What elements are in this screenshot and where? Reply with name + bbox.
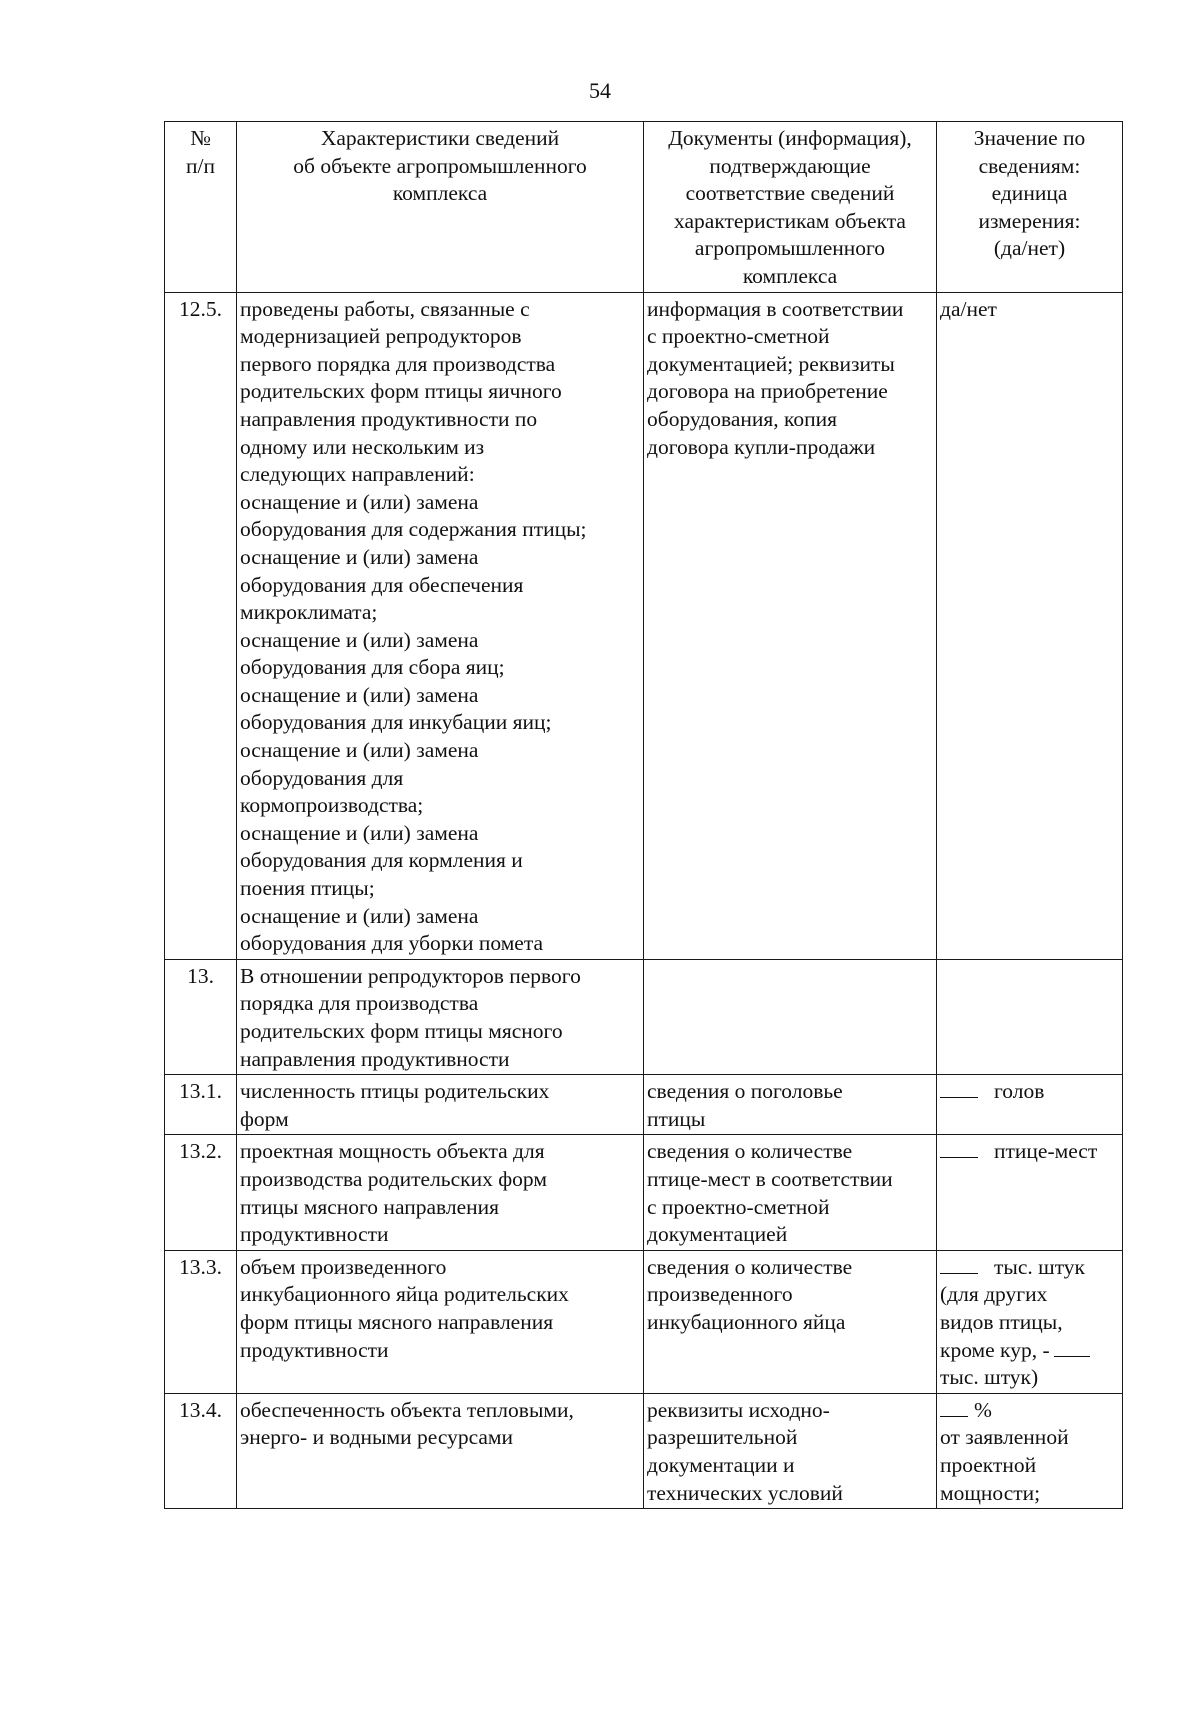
text-line: инкубационного яйца родительских <box>240 1282 569 1307</box>
text-line: порядка для производства <box>240 991 479 1016</box>
row-characteristic <box>237 1135 644 1250</box>
text-line: информация в соответствии <box>647 296 904 321</box>
fill-in-blank <box>940 1079 978 1098</box>
text-line: объем произведенного <box>240 1254 447 1279</box>
text-line: оснащение и (или) замена <box>240 738 479 763</box>
table-row <box>165 1075 1123 1135</box>
text-line: направления продуктивности по <box>240 406 538 431</box>
text-line: родительских форм птицы яичного <box>240 379 562 404</box>
text-line: характеристикам объекта <box>674 208 906 233</box>
value-unit: % <box>974 1397 992 1422</box>
text-line: оборудования для инкубации яиц; <box>240 710 552 735</box>
row-documents <box>644 1250 937 1393</box>
row-characteristic <box>237 959 644 1074</box>
text-line: единица <box>991 181 1068 206</box>
row-value <box>937 292 1123 959</box>
text-line: Документы (информация), <box>668 126 912 150</box>
text-line: с проектно-сметной <box>647 324 830 349</box>
table-row <box>165 959 1123 1074</box>
text-line: произведенного <box>647 1282 793 1307</box>
text-line: оборудования для <box>240 765 404 790</box>
row-documents <box>644 1135 937 1250</box>
text-line: комплекса <box>742 263 838 288</box>
text-line: документацией <box>647 1222 788 1247</box>
table-row <box>165 1250 1123 1393</box>
row-number: 13.3. <box>165 1250 237 1393</box>
text-line: кормопроизводства; <box>240 793 424 818</box>
row-number: 13.2. <box>165 1135 237 1250</box>
header-documents <box>644 122 937 293</box>
text-line: да/нет <box>940 296 997 321</box>
text-line: договора на приобретение <box>647 379 888 404</box>
row-documents <box>644 1393 937 1508</box>
text-line: (да/нет) <box>993 236 1066 261</box>
text-line: подтверждающие <box>709 153 871 178</box>
text-line: продуктивности <box>240 1222 389 1247</box>
row-characteristic <box>237 1075 644 1135</box>
text-line: птицы <box>647 1106 706 1131</box>
value-extra <box>940 1281 1119 1336</box>
text-line: производства родительских форм <box>240 1166 547 1191</box>
value-unit: голов <box>994 1079 1045 1104</box>
header-characteristic <box>237 122 644 293</box>
text-line: оснащение и (или) замена <box>240 489 479 514</box>
text-line: Характеристики сведений <box>320 126 560 150</box>
text-line: видов птицы, <box>940 1309 1063 1334</box>
header-number <box>165 122 237 293</box>
text-line: одному или нескольким из <box>240 434 485 459</box>
text-line: птице-мест в соответствии <box>647 1166 893 1191</box>
row-number: 13.4. <box>165 1393 237 1508</box>
text-line: оборудования для уборки помета <box>240 931 544 956</box>
text-line: с проектно-сметной <box>647 1194 830 1219</box>
row-documents <box>644 1075 937 1135</box>
value-unit: тыс. штук <box>994 1254 1085 1279</box>
text-line: следующих направлений: <box>240 462 475 487</box>
text-line: форм <box>240 1106 289 1131</box>
text-line: оснащение и (или) замена <box>240 820 479 845</box>
text-line: разрешительной <box>647 1425 798 1450</box>
text-line: проектной <box>940 1452 1037 1477</box>
text-line: документации и <box>647 1452 795 1477</box>
text-line: родительских форм птицы мясного <box>240 1019 563 1043</box>
text-line: № <box>190 126 211 150</box>
text-line: (для других <box>940 1282 1048 1307</box>
value-last: тыс. штук) <box>940 1365 1039 1390</box>
text-line: агропромышленного <box>694 236 886 261</box>
row-number: 13. <box>165 959 237 1074</box>
text-line: модернизацией репродукторов <box>240 324 522 349</box>
row-number: 13.1. <box>165 1075 237 1135</box>
text-line: энерго- и водными ресурсами <box>240 1425 514 1450</box>
text-line: сведения о поголовье <box>647 1079 843 1104</box>
row-value <box>937 1250 1123 1393</box>
value-unit: птице-мест <box>994 1139 1098 1164</box>
text-line: Значение по <box>973 126 1086 150</box>
text-line: инкубационного яйца <box>647 1309 846 1334</box>
text-line: форм птицы мясного направления <box>240 1309 554 1334</box>
text-line: обеспеченность объекта тепловыми, <box>240 1397 574 1422</box>
text-line: договора купли-продажи <box>647 434 876 459</box>
text-line: об объекте агропромышленного <box>293 153 587 178</box>
text-line: сведения о количестве <box>647 1139 853 1164</box>
row-characteristic <box>237 1393 644 1508</box>
text-line: оснащение и (или) замена <box>240 903 479 928</box>
row-characteristic <box>237 1250 644 1393</box>
row-number: 12.5. <box>165 292 237 959</box>
row-value <box>937 959 1123 1074</box>
text-line: численность птицы родительских <box>240 1079 550 1104</box>
text-line: технических условий <box>647 1480 843 1505</box>
text-line: от заявленной <box>940 1425 1069 1450</box>
text-line: проведены работы, связанные с <box>240 296 530 321</box>
text-line: оснащение и (или) замена <box>240 627 479 652</box>
text-line: оснащение и (или) замена <box>240 682 479 707</box>
fill-in-blank <box>940 1398 968 1417</box>
text-line: реквизиты исходно- <box>647 1397 830 1422</box>
text-line: птицы мясного направления <box>240 1194 500 1219</box>
text-line: микроклимата; <box>240 600 378 625</box>
text-line: продуктивности <box>240 1337 389 1362</box>
text-line: проектная мощность объекта для <box>240 1139 545 1164</box>
row-documents <box>644 959 937 1074</box>
text-line: сведениям: <box>978 153 1081 178</box>
table-row <box>165 1135 1123 1250</box>
row-documents <box>644 292 937 959</box>
text-line: поения птицы; <box>240 876 375 901</box>
text-line: оснащение и (или) замена <box>240 544 479 569</box>
text-line: первого порядка для производства <box>240 351 556 376</box>
fill-in-blank <box>940 1139 978 1158</box>
table-row <box>165 1393 1123 1508</box>
text-line: п/п <box>186 153 215 178</box>
text-line: комплекса <box>392 181 488 206</box>
page-number: 54 <box>589 78 611 103</box>
text-line: оборудования для обеспечения <box>240 572 524 597</box>
text-line: оборудования для содержания птицы; <box>240 517 587 542</box>
row-value <box>937 1135 1123 1250</box>
text-line: мощности; <box>940 1480 1041 1505</box>
text-line: оборудования для сбора яиц; <box>240 655 505 680</box>
text-line: документацией; реквизиты <box>647 351 895 376</box>
text-line: соответствие сведений <box>685 181 895 206</box>
value-tail-prefix: кроме кур, - <box>940 1337 1050 1362</box>
text-line: В отношении репродукторов первого <box>240 963 581 988</box>
text-line: оборудования, копия <box>647 406 838 431</box>
text-line: измерения: <box>978 208 1081 233</box>
text-line: сведения о количестве <box>647 1254 853 1279</box>
row-characteristic <box>237 292 644 959</box>
table-row <box>165 292 1123 959</box>
header-value <box>937 122 1123 293</box>
text-line: оборудования для кормления и <box>240 848 523 873</box>
row-value <box>937 1393 1123 1508</box>
table-header-row <box>165 122 1123 293</box>
requirements-table <box>164 121 1123 1509</box>
fill-in-blank <box>1054 1338 1090 1357</box>
fill-in-blank <box>940 1255 978 1274</box>
value-extra <box>940 1424 1119 1507</box>
row-value <box>937 1075 1123 1135</box>
text-line: направления продуктивности <box>240 1046 510 1071</box>
